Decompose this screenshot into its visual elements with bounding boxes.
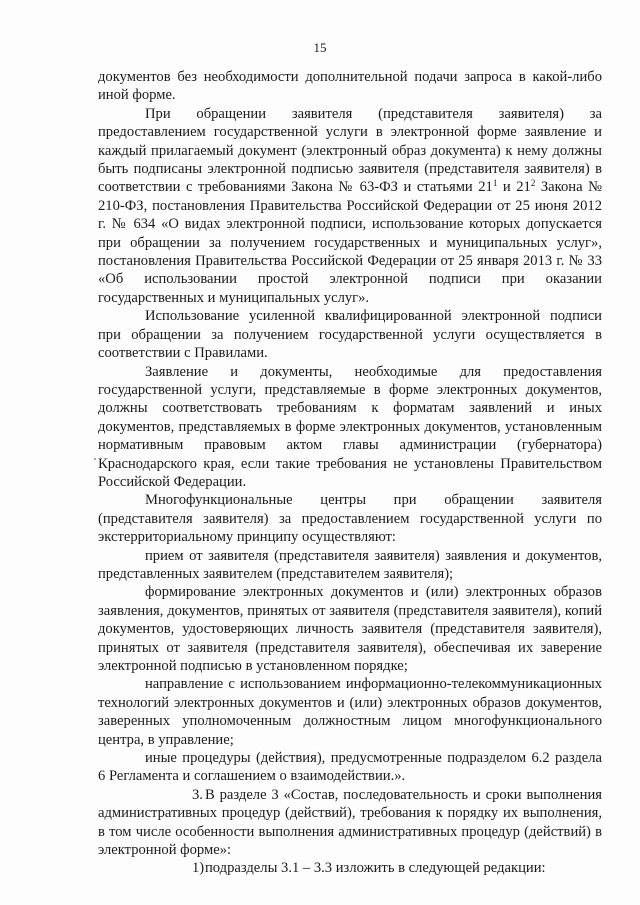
paragraph-mfc-intro: Многофункциональные центры при обращении заявителя (представителя заявителя) за предоставлением государственной услуги по экстерриториальному принципу осуществляют: <box>98 492 602 546</box>
paragraph-electronic-signature <box>98 105 602 307</box>
item-number: 3. <box>192 786 203 803</box>
paragraph-text: Закона № 210-ФЗ, постановления Правительства Российской Федерации от 25 июня 2012 г. № 634 «О видах электронной подписи, использование которых допускается при обращении за получением государственных и муниципальных услуг», постановления Правительства Российской Федерации от 25 января 2013 г. № 33 «Об использовании простой электронной подписи при оказании государственных и муниципальных услуг». <box>98 179 603 306</box>
item-number: 1) <box>192 860 205 877</box>
paragraph-subitem-1 <box>98 859 602 877</box>
paragraph-mfc-sending: направление с использованием информационно-телекоммуникационных технологий электронных документов и (или) электронных образов документов, заверенных уполномоченным должностным лицом многофункционального центра, в управление; <box>98 676 602 748</box>
paragraph-document-formats: Заявление и документы, необходимые для предоставления государственной услуги, представляемые в форме электронных документов, должны соответствовать требованиям к форматам заявлений и иных документов, представляемых в форме электронных документов, установленным нормативным правовым актом главы администрации (губернатора) Краснодарского края, если такие требования не установлены Правительством Российской Федерации. <box>98 363 602 490</box>
paragraph-mfc-forming: формирование электронных документов и (или) электронных образов заявления, документов, принятых от заявителя (представителя заявителя), копий документов, удостоверяющих личность заявителя (представителя заявителя), принятых от заявителя (представителя заявителя), обеспечивая их заверение электронной подписью в установленном порядке; <box>98 584 602 674</box>
paragraph-qualified-signature: Использование усиленной квалифицированной электронной подписи при обращении за получением государственной услуги осуществляется в соответствии с Правилами. <box>98 308 602 362</box>
paragraph-text: При обращении заявителя (представителя заявителя) за предоставлением государственной услуги в электронной форме заявление и каждый прилагаемый документ (электронный образ документа) к нему должны быть подписаны электронной подписью заявителя (представителя заявителя) в соответствии с требованиями Закона № 63-ФЗ и статьями 21 <box>98 105 602 196</box>
paragraph-continuation: документов без необходимости дополнительной подачи запроса в какой-либо иной форме. <box>98 69 602 104</box>
paragraph-item-3 <box>98 786 602 860</box>
paragraph-mfc-reception: прием от заявителя (представителя заявителя) заявления и документов, представленных заявителем (представителем заявителя); <box>98 547 602 582</box>
document-body <box>98 68 602 878</box>
superscript: 2 <box>530 178 536 189</box>
superscript: 1 <box>492 178 498 189</box>
paragraph-text: подразделы 3.1 – 3.3 изложить в следующей редакции: <box>205 860 546 877</box>
paragraph-text: и 21 <box>497 179 531 196</box>
page-number: 15 <box>313 40 327 55</box>
paragraph-mfc-other: иные процедуры (действия), предусмотренные подразделом 6.2 раздела 6 Регламента и соглашением о взаимодействии.». <box>98 750 602 785</box>
paragraph-text: В разделе 3 «Состав, последовательность и сроки выполнения административных процедур (действий), требования к порядку их выполнения, в том числе особенности выполнения административных процедур (действий) в электронной форме»: <box>98 786 602 859</box>
scan-speck <box>94 458 96 460</box>
